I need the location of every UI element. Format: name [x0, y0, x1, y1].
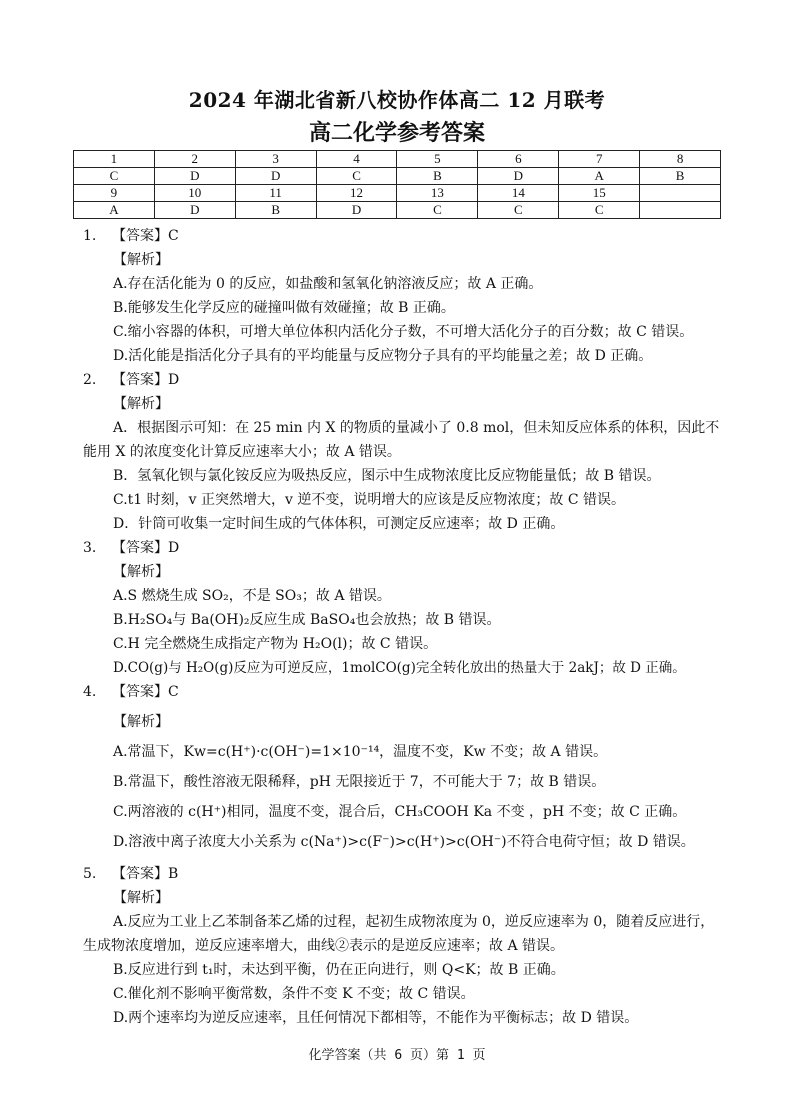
- analysis-line: C.缩小容器的体积，可增大单位体积内活化分子数，不可增大活化分子的百分数；故 C 错误。: [113, 324, 694, 340]
- analysis-line: A.常温下，Kw=c(H⁺)·c(OH⁻)=1×10⁻¹⁴，温度不变，Kw 不变；故 A 错误。: [113, 744, 608, 760]
- table-cell: A: [559, 168, 640, 185]
- analysis-line: B.常温下，酸性溶液无限稀释，pH 无限接近于 7，不可能大于 7；故 B 错误。: [113, 774, 606, 790]
- table-cell: C: [74, 168, 155, 185]
- table-cell: D: [316, 202, 397, 219]
- table-cell: 9: [74, 185, 155, 202]
- analysis-line: D.两个速率均为逆反应速率，且任何情况下都相等，不能作为平衡标志；故 D 错误。: [113, 1010, 639, 1026]
- table-row: [74, 185, 721, 202]
- question-number: 3.: [83, 540, 97, 556]
- question-block: [83, 224, 723, 368]
- analysis-line: A.存在活化能为 0 的反应，如盐酸和氢氧化钠溶液反应；故 A 正确。: [113, 276, 543, 292]
- question-number: 2.: [83, 372, 97, 388]
- table-cell: [640, 185, 721, 202]
- question-number: 5.: [83, 866, 97, 882]
- analysis-line: C.催化剂不影响平衡常数，条件不变 K 不变；故 C 错误。: [113, 986, 475, 1002]
- analysis-label: 【解析】: [113, 396, 169, 412]
- solutions-list: [83, 224, 723, 1030]
- table-cell: B: [235, 202, 316, 219]
- page-footer: 化学答案（共 6 页）第 1 页: [308, 1048, 486, 1063]
- question-header: [83, 368, 723, 392]
- table-cell: C: [478, 202, 559, 219]
- question-header: [83, 680, 723, 704]
- analysis-line: A．根据图示可知：在 25 min 内 X 的物质的量减小了 0.8 mol，但未知反应体系的体积，因此不能用 X 的浓度变化计算反应速率大小；故 A 错误。: [83, 420, 720, 460]
- table-row: [74, 202, 721, 219]
- table-cell: B: [397, 168, 478, 185]
- question-answer: 【答案】B: [112, 866, 179, 882]
- table-row: [74, 168, 721, 185]
- table-cell: C: [397, 202, 478, 219]
- analysis-line: B.H₂SO₄与 Ba(OH)₂反应生成 BaSO₄也会放热；故 B 错误。: [113, 612, 501, 628]
- table-cell: 2: [154, 151, 235, 168]
- analysis-label: 【解析】: [113, 890, 169, 906]
- table-cell: 15: [559, 185, 640, 202]
- analysis-line: D.活化能是指活化分子具有的平均能量与反应物分子具有的平均能量之差；故 D 正确。: [113, 348, 653, 364]
- analysis-line: D.溶液中离子浓度大小关系为 c(Na⁺)>c(F⁻)>c(H⁺)>c(OH⁻)不符合电荷守恒；故 D 错误。: [113, 834, 695, 850]
- analysis-line: B.反应进行到 t₁时，未达到平衡，仍在正向进行，则 Q<K；故 B 正确。: [113, 962, 565, 978]
- table-cell: 8: [640, 151, 721, 168]
- table-cell: D: [235, 168, 316, 185]
- table-cell: 10: [154, 185, 235, 202]
- question-number: 4.: [83, 684, 97, 700]
- document-subtitle: 高二化学参考答案: [308, 120, 485, 146]
- analysis-line: D．针筒可收集一定时间生成的气体体积，可测定反应速率；故 D 正确。: [113, 516, 565, 532]
- question-header: [83, 224, 723, 248]
- analysis-line: A.反应为工业上乙苯制备苯乙烯的过程，起初生成物浓度为 0，逆反应速率为 0，随着反应进行，生成物浓度增加，逆反应速率增大，曲线②表示的是逆反应速率；故 A 错误。: [83, 914, 715, 954]
- table-cell: 5: [397, 151, 478, 168]
- table-row: [74, 151, 721, 168]
- analysis-line: D.CO(g)与 H₂O(g)反应为可逆反应，1molCO(g)完全转化放出的热量大于 2akJ；故 D 正确。: [113, 660, 686, 676]
- table-cell: A: [74, 202, 155, 219]
- question-block: [83, 536, 723, 680]
- analysis-line: C.两溶液的 c(H⁺)相同，温度不变，混合后，CH₃COOH Ka 不变 ，pH 不变；故 C 正确。: [113, 804, 687, 820]
- table-cell: 14: [478, 185, 559, 202]
- table-cell: 6: [478, 151, 559, 168]
- question-number: 1.: [83, 228, 97, 244]
- table-cell: 13: [397, 185, 478, 202]
- analysis-line: A.S 燃烧生成 SO₂，不是 SO₃；故 A 错误。: [113, 588, 391, 604]
- question-block: [83, 368, 723, 536]
- analysis-line: C.t1 时刻，v 正突然增大，v 逆不变，说明增大的应该是反应物浓度；故 C 错误。: [113, 492, 625, 508]
- table-cell: C: [559, 202, 640, 219]
- analysis-line: B．氢氧化钡与氯化铵反应为吸热反应，图示中生成物浓度比反应物能量低；故 B 错误。: [113, 468, 661, 484]
- question-block: [83, 862, 723, 1030]
- document-title: 2024 年湖北省新八校协作体高二 12 月联考: [188, 88, 606, 112]
- table-cell: D: [154, 202, 235, 219]
- analysis-label: 【解析】: [113, 714, 169, 730]
- question-answer: 【答案】C: [112, 684, 179, 700]
- question-answer: 【答案】C: [112, 228, 179, 244]
- table-cell: 11: [235, 185, 316, 202]
- table-cell: C: [316, 168, 397, 185]
- question-answer: 【答案】D: [112, 540, 180, 556]
- analysis-line: C.H 完全燃烧生成指定产物为 H₂O(l)；故 C 错误。: [113, 636, 438, 652]
- question-block: [83, 680, 723, 862]
- table-cell: 3: [235, 151, 316, 168]
- table-cell: [640, 202, 721, 219]
- table-cell: B: [640, 168, 721, 185]
- table-cell: 1: [74, 151, 155, 168]
- question-header: [83, 862, 723, 886]
- table-cell: D: [154, 168, 235, 185]
- analysis-line: B.能够发生化学反应的碰撞叫做有效碰撞；故 B 正确。: [113, 300, 455, 316]
- table-cell: D: [478, 168, 559, 185]
- table-cell: 7: [559, 151, 640, 168]
- analysis-label: 【解析】: [113, 252, 169, 268]
- answer-table: [73, 150, 721, 219]
- analysis-label: 【解析】: [113, 564, 169, 580]
- question-answer: 【答案】D: [112, 372, 180, 388]
- question-header: [83, 536, 723, 560]
- table-cell: 4: [316, 151, 397, 168]
- table-cell: 12: [316, 185, 397, 202]
